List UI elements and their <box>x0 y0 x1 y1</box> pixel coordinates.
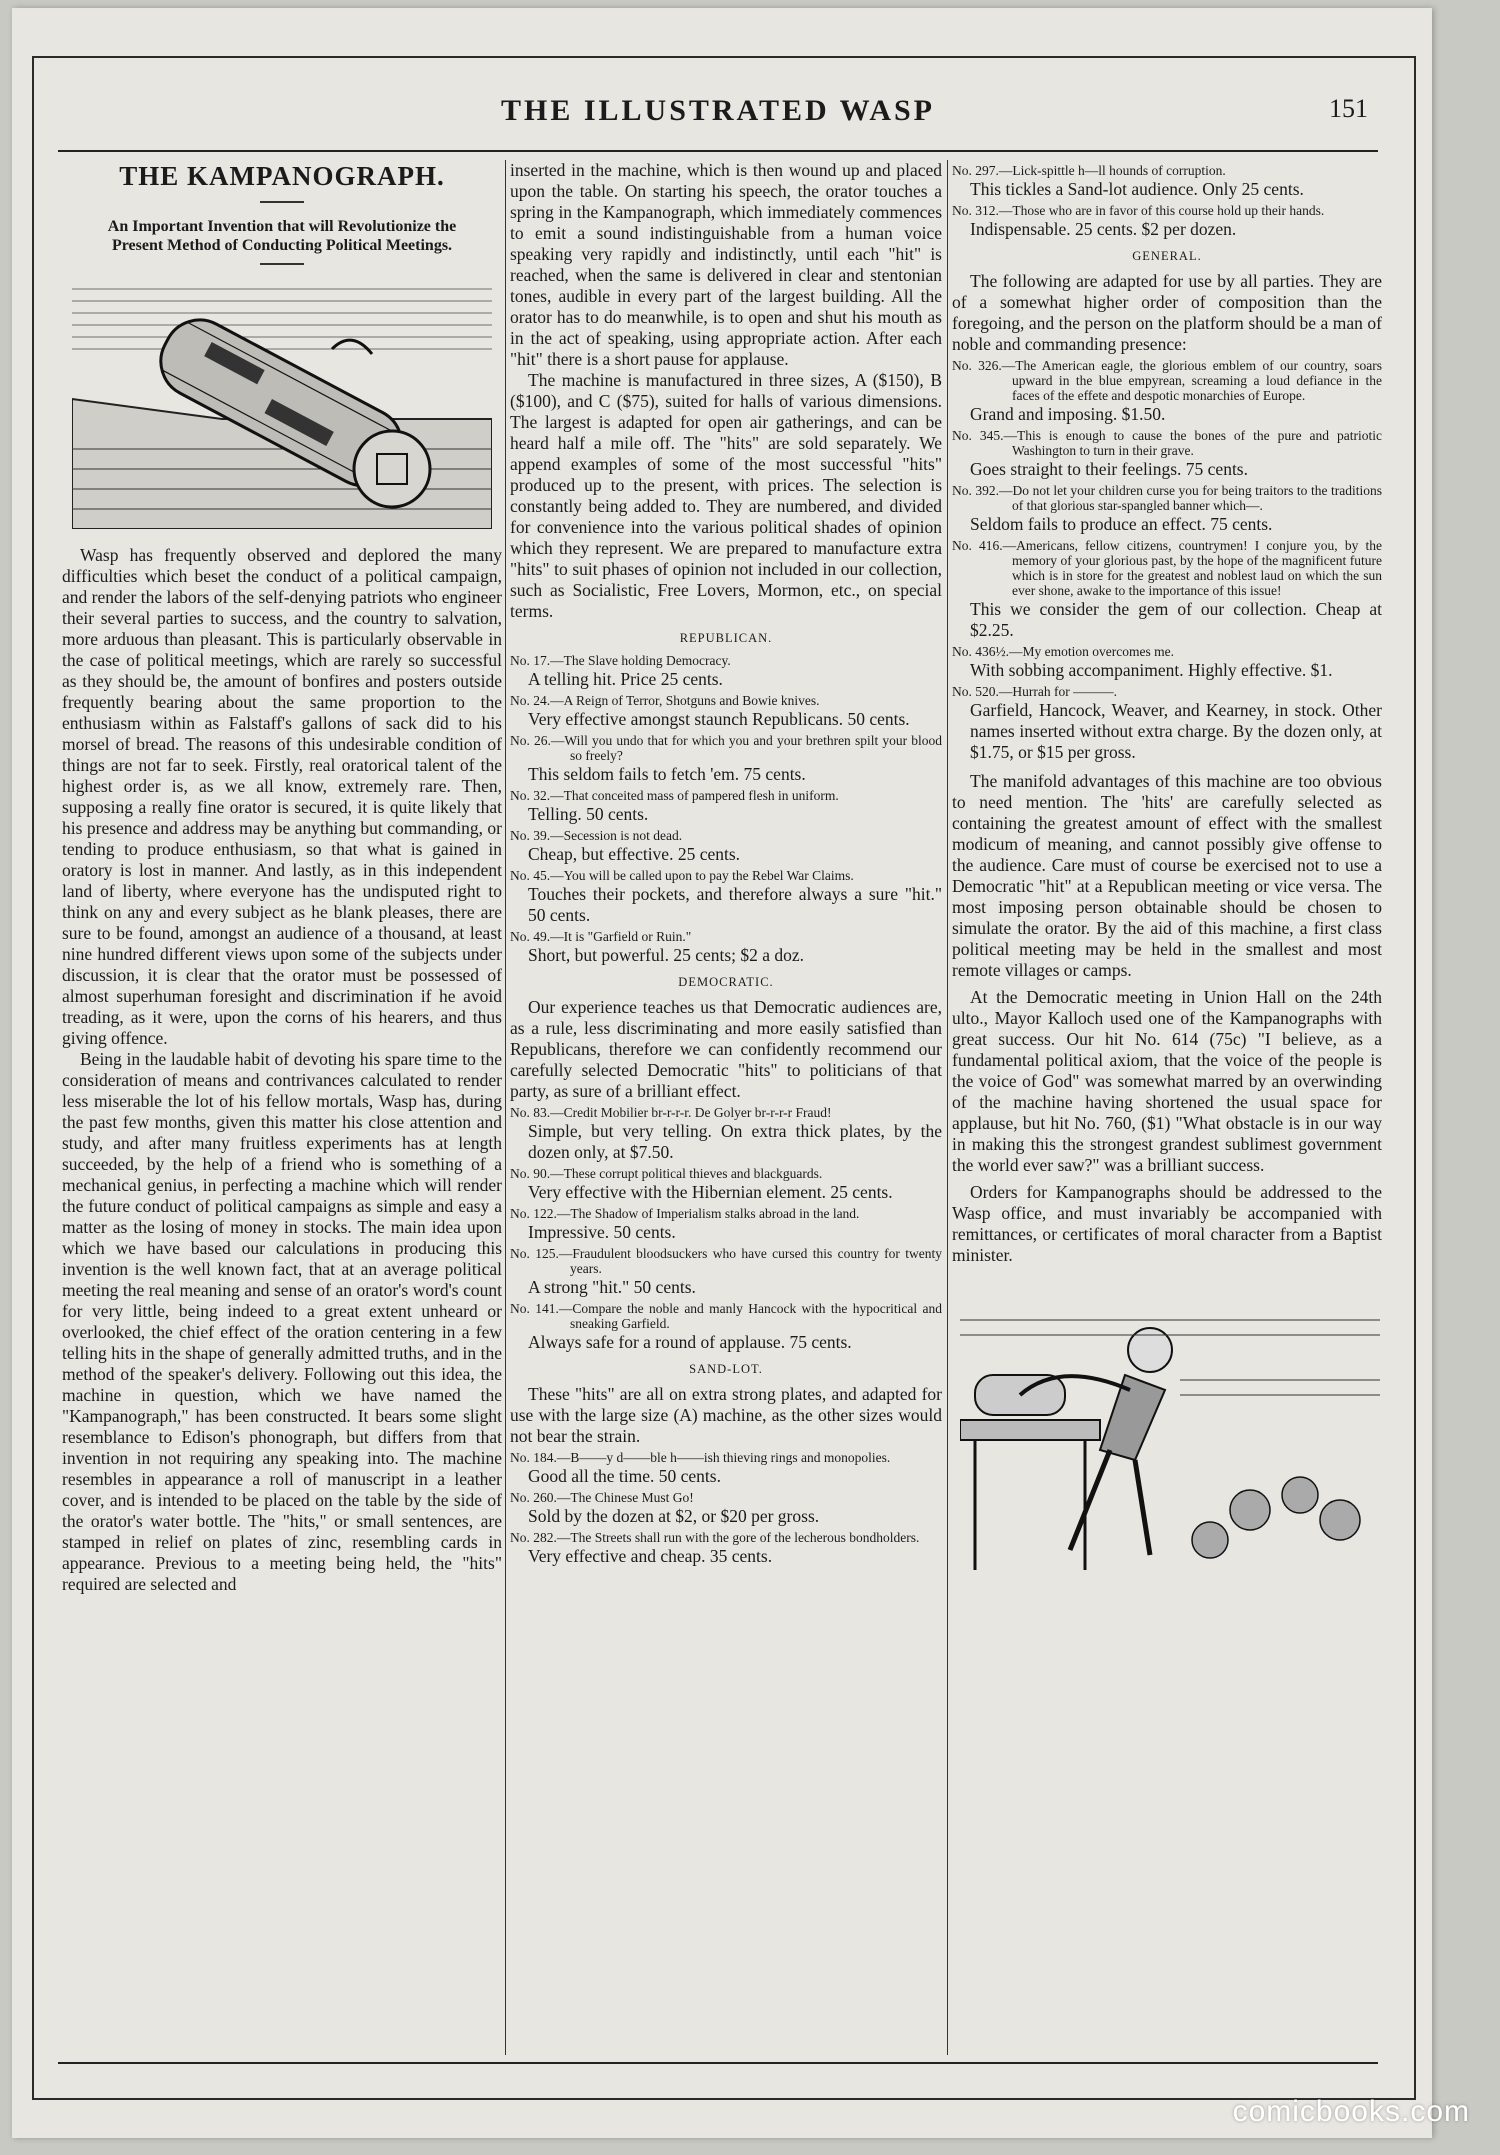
hit-entry: No. 260.—The Chinese Must Go! <box>510 1490 694 1505</box>
column-2 <box>510 160 942 1569</box>
section-heading-sandlot: SAND-LOT. <box>689 1362 763 1376</box>
hit-note: Very effective and cheap. 35 cents. <box>528 1546 773 1566</box>
hit-entry: No. 312.—Those who are in favor of this course hold up their hands. <box>952 203 1325 218</box>
hit-entry: No. 436½.—My emotion overcomes me. <box>952 644 1174 659</box>
hit-note: A strong "hit." 50 cents. <box>528 1277 696 1297</box>
hit-entry: No. 83.—Credit Mobilier br-r-r-r. De Golyer br-r-r-r Fraud! <box>510 1105 832 1120</box>
divider-dash <box>260 201 304 203</box>
hit-entry: No. 520.—Hurrah for ———. <box>952 684 1117 699</box>
body-paragraph: These "hits" are all on extra strong plates, and adapted for use with the large size (A) machine, as the other sizes would not bear the strain. <box>510 1384 942 1446</box>
hit-entry: No. 326.—The American eagle, the glorious emblem of our country, soars upward in the blue empyrean, screaming a loud defiance in the faces of the effete and despotic monarchies of Europe. <box>952 358 1382 403</box>
hit-note: Grand and imposing. $1.50. <box>970 404 1166 424</box>
header-rule <box>58 150 1378 152</box>
column-3 <box>952 160 1382 1570</box>
hit-entry: No. 45.—You will be called upon to pay the Rebel War Claims. <box>510 868 854 883</box>
body-paragraph: Our experience teaches us that Democratic audiences are, as a rule, less discriminating and more easily satisfied than Republicans, therefore we can confidently recommend our carefully selected Democratic "hits" to politicians of that party, as sure of a brilliant effect. <box>510 997 942 1101</box>
body-paragraph: Being in the laudable habit of devoting his spare time to the consideration of means and contrivances calculated to render less miserable the lot of his fellow mortals, Wasp has, during the past few months, given this matter his close attention and study, and after many fruitless experiments has at length succeeded, by the help of a friend who is something of a mechanical genius, in perfecting a machine which will render the future conduct of political campaigns as simple and easy a matter as the losing of money in stocks. The main idea upon which we have based our calculations in producing this invention is the well known fact, that at an average political meeting the real meaning and sense of an orator's word's count for very little, being indeed to a great extent unheard or overlooked, the chief effect of the oration centering in a few telling hits in the shape of generally admitted truths, and in the method of the speaker's delivery. Following out this idea, the machine in question, which we have named the "Kampanograph," has been constructed. It bears some slight resemblance to Edison's phonograph, but differs from that invention in not requiring any speaking into. The machine resembles in appearance a roll of manuscript in a leather cover, and is intended to be placed on the table by the side of the orator's water bottle. The "hits," or small sentences, are stamped in relief on plates of zinc, resembling cards in appearance. Previous to a meeting being held, the "hits" required are selected and <box>62 1049 502 1594</box>
hit-entry: No. 90.—These corrupt political thieves and blackguards. <box>510 1166 823 1181</box>
body-paragraph: The manifold advantages of this machine are too obvious to need mention. The 'hits' are carefully selected as containing the greatest amount of effect with the smallest modicum of meaning, and cannot possibly give offense to the audience. Care must of course be exercised not to use a Democratic "hit" at a Republican meeting or vice versa. The most imposing person obtainable should be chosen to simulate the orator. By the aid of this machine, a first class political meeting may be held in the smallest and most remote villages or camps. <box>952 771 1382 980</box>
hit-note: Telling. 50 cents. <box>528 804 649 824</box>
hit-note: Touches their pockets, and therefore always a sure "hit." 50 cents. <box>528 884 942 925</box>
hit-note: Very effective amongst staunch Republicans. 50 cents. <box>528 709 910 729</box>
body-paragraph: inserted in the machine, which is then wound up and placed upon the table. On starting his speech, the orator touches a spring in the Kampanograph, which immediately commences to emit a sound indistinguishable from a human voice speaking very rapidly and indistinctly, until each "hit" is reached, when the same is delivered in clear and stentonian tones, audible in every part of the largest building. All the orator has to do meanwhile, is to open and shut his mouth as in the act of speaking, using appropriate action. After each "hit" there is a short pause for applause. <box>510 160 942 369</box>
page-header <box>58 90 1378 150</box>
hit-note: Always safe for a round of applause. 75 cents. <box>528 1332 852 1352</box>
hit-entry: No. 416.—Americans, fellow citizens, countrymen! I conjure you, by the memory of your glorious past, by the hope of the magnificent future which is in store for the greatest and noblest laud on which the sun ever shone, awake to the importance of this issue! <box>952 538 1382 598</box>
hit-entry: No. 282.—The Streets shall run with the gore of the lecherous bondholders. <box>510 1530 920 1545</box>
body-paragraph: At the Democratic meeting in Union Hall on the 24th ulto., Mayor Kalloch used one of the Kampanographs with great success. Our hit No. 614 (75c) "I believe, as a fundamental political axiom, that the voice of the people is the voice of God" was somewhat marred by an overwinding of the machine having shortened the usual space for applause, but hit No. 760, ($1) "What obstacle is in our way in making this the strongest grandest sublimest government the world ever saw?" was a brilliant success. <box>952 987 1382 1175</box>
hit-entry: No. 26.—Will you undo that for which you and your brethren spilt your blood so freely? <box>510 733 942 763</box>
hit-note: Short, but powerful. 25 cents; $2 a doz. <box>528 945 805 965</box>
hit-note: A telling hit. Price 25 cents. <box>528 669 723 689</box>
section-heading-republican: REPUBLICAN. <box>679 631 773 645</box>
hit-entry: No. 122.—The Shadow of Imperialism stalks abroad in the land. <box>510 1206 860 1221</box>
column-1 <box>62 160 502 1595</box>
hit-list-sandlot <box>510 1450 942 1567</box>
page-number: 151 <box>1329 94 1368 123</box>
hit-note: Sold by the dozen at $2, or $20 per gross. <box>528 1506 820 1526</box>
hit-entry: No. 17.—The Slave holding Democracy. <box>510 653 731 668</box>
column-divider <box>947 160 948 2055</box>
hit-note: Cheap, but effective. 25 cents. <box>528 844 741 864</box>
hit-note: Goes straight to their feelings. 75 cents. <box>970 459 1248 479</box>
hit-note: Simple, but very telling. On extra thick plates, by the dozen only, at $7.50. <box>528 1121 942 1162</box>
hit-entry: No. 184.—B——y d——ble h——ish thieving rings and monopolies. <box>510 1450 891 1465</box>
section-heading-democratic: DEMOCRATIC. <box>678 975 774 989</box>
hit-entry: No. 392.—Do not let your children curse you for being traitors to the traditions of that glorious star-spangled banner which—. <box>952 483 1382 513</box>
hit-note: Garfield, Hancock, Weaver, and Kearney, in stock. Other names inserted without extra charge. By the dozen only, at $1.75, or $15 per gross. <box>970 700 1382 762</box>
hit-list-republican <box>510 653 942 966</box>
hit-entry: No. 125.—Fraudulent bloodsuckers who have cursed this country for twenty years. <box>510 1246 942 1276</box>
running-title: THE ILLUSTRATED WASP <box>500 94 935 127</box>
hit-note: With sobbing accompaniment. Highly effective. $1. <box>970 660 1333 680</box>
hit-entry: No. 141.—Compare the noble and manly Hancock with the hypocritical and sneaking Garfield. <box>510 1301 942 1331</box>
hit-entry: No. 49.—It is "Garfield or Ruin." <box>510 929 692 944</box>
hit-note: Seldom fails to produce an effect. 75 cents. <box>970 514 1273 534</box>
hit-list-sandlot-continued <box>952 163 1382 240</box>
hit-list-democratic <box>510 1105 942 1353</box>
section-heading-general: GENERAL. <box>1132 249 1202 263</box>
body-paragraph: The machine is manufactured in three sizes, A ($150), B ($100), and C ($75), suited for halls of various dimensions. The largest is adapted for open air gatherings, and can be heard half a mile off. The "hits" are sold separately. We append examples of some of the most successful "hits" produced up to the present, with prices. The selection is constantly being added to. They are numbered, and divided for convenience into the various political shades of opinion which they represent. We are prepared to manufacture extra "hits" to suit phases of opinion not included in our collection, such as Socialistic, Free Lovers, Mormon, etc., on special terms. <box>510 370 942 621</box>
body-paragraph: Wasp has frequently observed and deplored the many difficulties which beset the conduct of a political campaign, and render the labors of the self-denying patriots who engineer their several parties to success, and the country to salvation, more arduous than pleasant. This is particularly observable in the case of political meetings, which are rarely so successful as they should be, the amount of bonfires and posters outside frequently bearing about the same proportion to the enthusiasm within as Falstaff's gallons of sack did to his morsel of bread. The reasons of this undesirable condition of things are not far to seek. Firstly, real oratorical talent of the highest order is, as we all know, extremely rare. Then, supposing a really fine orator is secured, it is quite likely that his presence and address may be anything but commanding, or tending to produce enthusiasm, so that what is gained in oratory is lost in manner. And lastly, as in this independent land of liberty, where everyone has the undisputed right to think on any and every subject as he blank pleases, there are sure to be found, amongst an audience of a thousand, at least nine hundred different views upon some of the subjects under discussion, it is clear that the orator must be possessed of almost superhuman foresight and discrimination if he avoid treading, as it were, upon the corns of his hearers, and thus giving offence. <box>62 545 502 1048</box>
body-paragraph: Orders for Kampanographs should be addressed to the Wasp office, and must invariably be accompanied with remittances, or certificates of moral character from a Baptist minister. <box>952 1182 1382 1265</box>
hit-note: Good all the time. 50 cents. <box>528 1466 721 1486</box>
column-divider <box>505 160 506 2055</box>
footer-rule <box>58 2062 1378 2064</box>
hit-note: Very effective with the Hibernian element. 25 cents. <box>528 1182 893 1202</box>
kampanograph-illustration <box>72 279 492 529</box>
hit-note: This seldom fails to fetch 'em. 75 cents. <box>528 764 806 784</box>
hit-note: Indispensable. 25 cents. $2 per dozen. <box>970 219 1237 239</box>
hit-entry: No. 32.—That conceited mass of pampered flesh in uniform. <box>510 788 839 803</box>
article-headline: THE KAMPANOGRAPH. <box>119 161 445 191</box>
hit-note: This we consider the gem of our collection. Cheap at $2.25. <box>970 599 1382 640</box>
hit-entry: No. 345.—This is enough to cause the bones of the pure and patriotic Washington to turn in their grave. <box>952 428 1382 458</box>
source-watermark: comicbooks.com <box>1232 2095 1470 2128</box>
article-subheadline: An Important Invention that will Revolutionize the Present Method of Conducting Political Meetings. <box>107 218 457 254</box>
divider-dash <box>260 263 304 265</box>
hit-entry: No. 297.—Lick-spittle h—ll hounds of corruption. <box>952 163 1226 178</box>
orator-cartoon-illustration <box>960 1280 1380 1570</box>
hit-entry: No. 24.—A Reign of Terror, Shotguns and Bowie knives. <box>510 693 820 708</box>
hit-entry: No. 39.—Secession is not dead. <box>510 828 683 843</box>
hit-list-general <box>952 358 1382 763</box>
hit-note: Impressive. 50 cents. <box>528 1222 676 1242</box>
hit-note: This tickles a Sand-lot audience. Only 25 cents. <box>970 179 1304 199</box>
body-paragraph: The following are adapted for use by all parties. They are of a somewhat higher order of composition than the foregoing, and the person on the platform should be a man of noble and commanding presence: <box>952 271 1382 354</box>
